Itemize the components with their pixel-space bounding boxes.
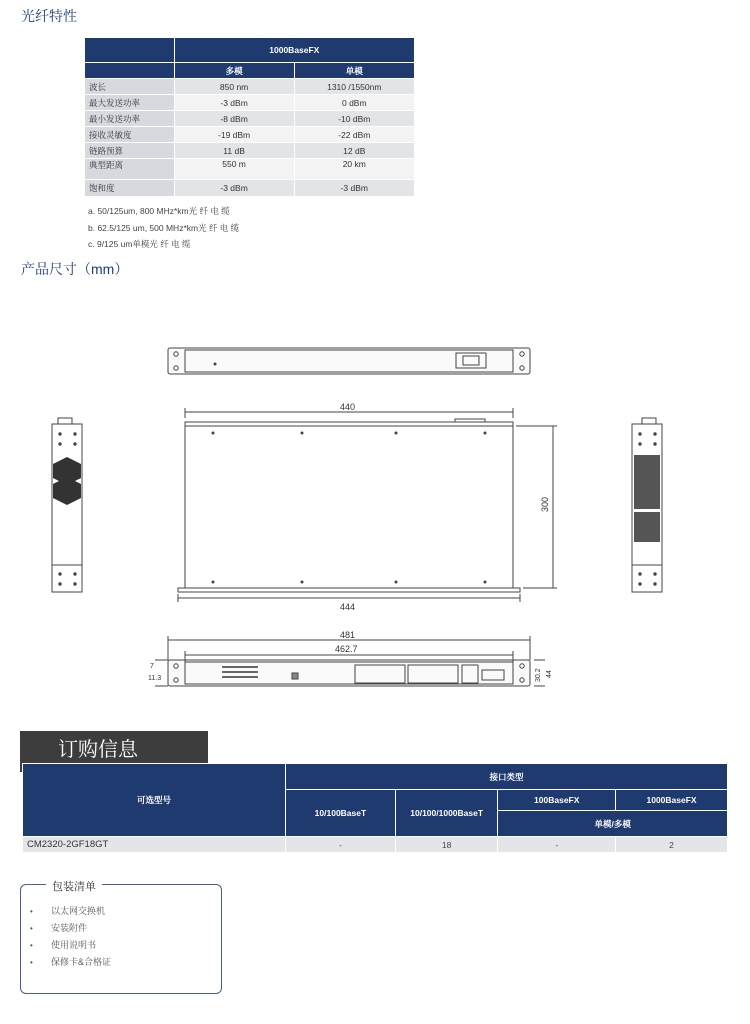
order-header-1000basefx: 1000BaseFX xyxy=(616,790,728,811)
dim-label-44: 44 xyxy=(546,670,553,678)
spec-row-label: 波长 xyxy=(85,79,175,95)
fiber-note: a. 50/125um, 800 MHz*km光 纤 电 缆 xyxy=(88,206,230,216)
spec-cell-single: -3 dBm xyxy=(294,180,414,197)
spec-cell-multi: -19 dBm xyxy=(174,127,294,143)
dim-label-30-2: 30.2 xyxy=(535,668,542,682)
spec-header-singlemode: 单模 xyxy=(294,63,414,79)
order-header-10-100baset: 10/100BaseT xyxy=(285,790,395,837)
dim-label-440: 440 xyxy=(340,402,356,412)
order-header-interface: 接口类型 xyxy=(285,764,727,790)
rear-view-drawing xyxy=(168,348,530,374)
dim-label-444: 444 xyxy=(340,602,356,612)
spec-row-label: 接收灵敏度 xyxy=(85,127,175,143)
spec-row xyxy=(85,180,415,197)
package-list xyxy=(30,903,111,971)
spec-corner-cell-2 xyxy=(85,63,175,79)
package-item: • 使用说明书 xyxy=(30,937,111,954)
order-header-model: 可选型号 xyxy=(23,764,286,837)
spec-cell-single: 20 km xyxy=(294,159,414,180)
fiber-note: b. 62.5/125 um, 500 MHz*km光 纤 电 缆 xyxy=(88,223,240,233)
spec-cell-single: 0 dBm xyxy=(294,95,414,111)
spec-row-label: 最小发送功率 xyxy=(85,111,175,127)
right-side-view-drawing xyxy=(632,418,662,592)
dimensions-section-title: 产品尺寸（mm） xyxy=(21,261,129,277)
order-header-10-100-1000baset: 10/100/1000BaseT xyxy=(395,790,497,837)
spec-cell-multi: 11 dB xyxy=(174,143,294,159)
order-cell-1000basefx: 2 xyxy=(616,837,728,853)
spec-corner-cell xyxy=(85,38,175,63)
order-header-mode: 单模/多模 xyxy=(498,811,728,837)
spec-row-label: 饱和度 xyxy=(85,180,175,197)
dimension-drawing xyxy=(0,330,750,700)
dim-label-11-3: 11.3 xyxy=(148,675,162,682)
spec-cell-single: 1310 /1550nm xyxy=(294,79,414,95)
spec-cell-single: -10 dBm xyxy=(294,111,414,127)
top-view-drawing xyxy=(178,408,557,602)
order-header-100basefx: 100BaseFX xyxy=(498,790,616,811)
order-cell-10-100-1000baset: 18 xyxy=(395,837,497,853)
spec-cell-multi: -3 dBm xyxy=(174,95,294,111)
package-item: • 安装附件 xyxy=(30,920,111,937)
spec-cell-multi: -3 dBm xyxy=(174,180,294,197)
spec-header-1000basefx: 1000BaseFX xyxy=(174,38,414,63)
spec-cell-multi: 550 m xyxy=(174,159,294,180)
package-title: 包装清单 xyxy=(46,878,102,894)
vent-hexes-left xyxy=(53,457,81,505)
spec-row xyxy=(85,95,415,111)
spec-row xyxy=(85,143,415,159)
order-section-banner: 订购信息 xyxy=(20,731,208,770)
dim-label-300: 300 xyxy=(540,496,550,512)
order-table xyxy=(22,763,728,853)
spec-cell-single: 12 dB xyxy=(294,143,414,159)
order-cell-100basefx: - xyxy=(498,837,616,853)
spec-cell-multi: -8 dBm xyxy=(174,111,294,127)
spec-cell-single: -22 dBm xyxy=(294,127,414,143)
spec-cell-multi: 850 nm xyxy=(174,79,294,95)
order-row xyxy=(23,837,728,853)
spec-row xyxy=(85,127,415,143)
order-cell-model: CM2320-2GF18GT xyxy=(23,837,286,853)
spec-row xyxy=(85,79,415,95)
spec-row xyxy=(85,159,415,180)
dim-label-481: 481 xyxy=(340,630,356,640)
dim-label-462: 462.7 xyxy=(335,644,358,654)
spec-row-label: 典型距离 xyxy=(85,159,175,180)
dim-label-7: 7 xyxy=(150,663,154,670)
fiber-section-title: 光纤特性 xyxy=(21,8,77,24)
spec-row-label: 最大发送功率 xyxy=(85,95,175,111)
spec-row-label: 链路预算 xyxy=(85,143,175,159)
left-side-view-drawing xyxy=(52,418,82,592)
spec-header-multimode: 多模 xyxy=(174,63,294,79)
order-cell-10-100baset: - xyxy=(285,837,395,853)
package-item: • 以太网交换机 xyxy=(30,903,111,920)
fiber-spec-table xyxy=(84,37,415,197)
spec-row xyxy=(85,111,415,127)
package-item: • 保修卡&合格证 xyxy=(30,954,111,971)
fiber-note: c. 9/125 um单模光 纤 电 缆 xyxy=(88,239,191,249)
